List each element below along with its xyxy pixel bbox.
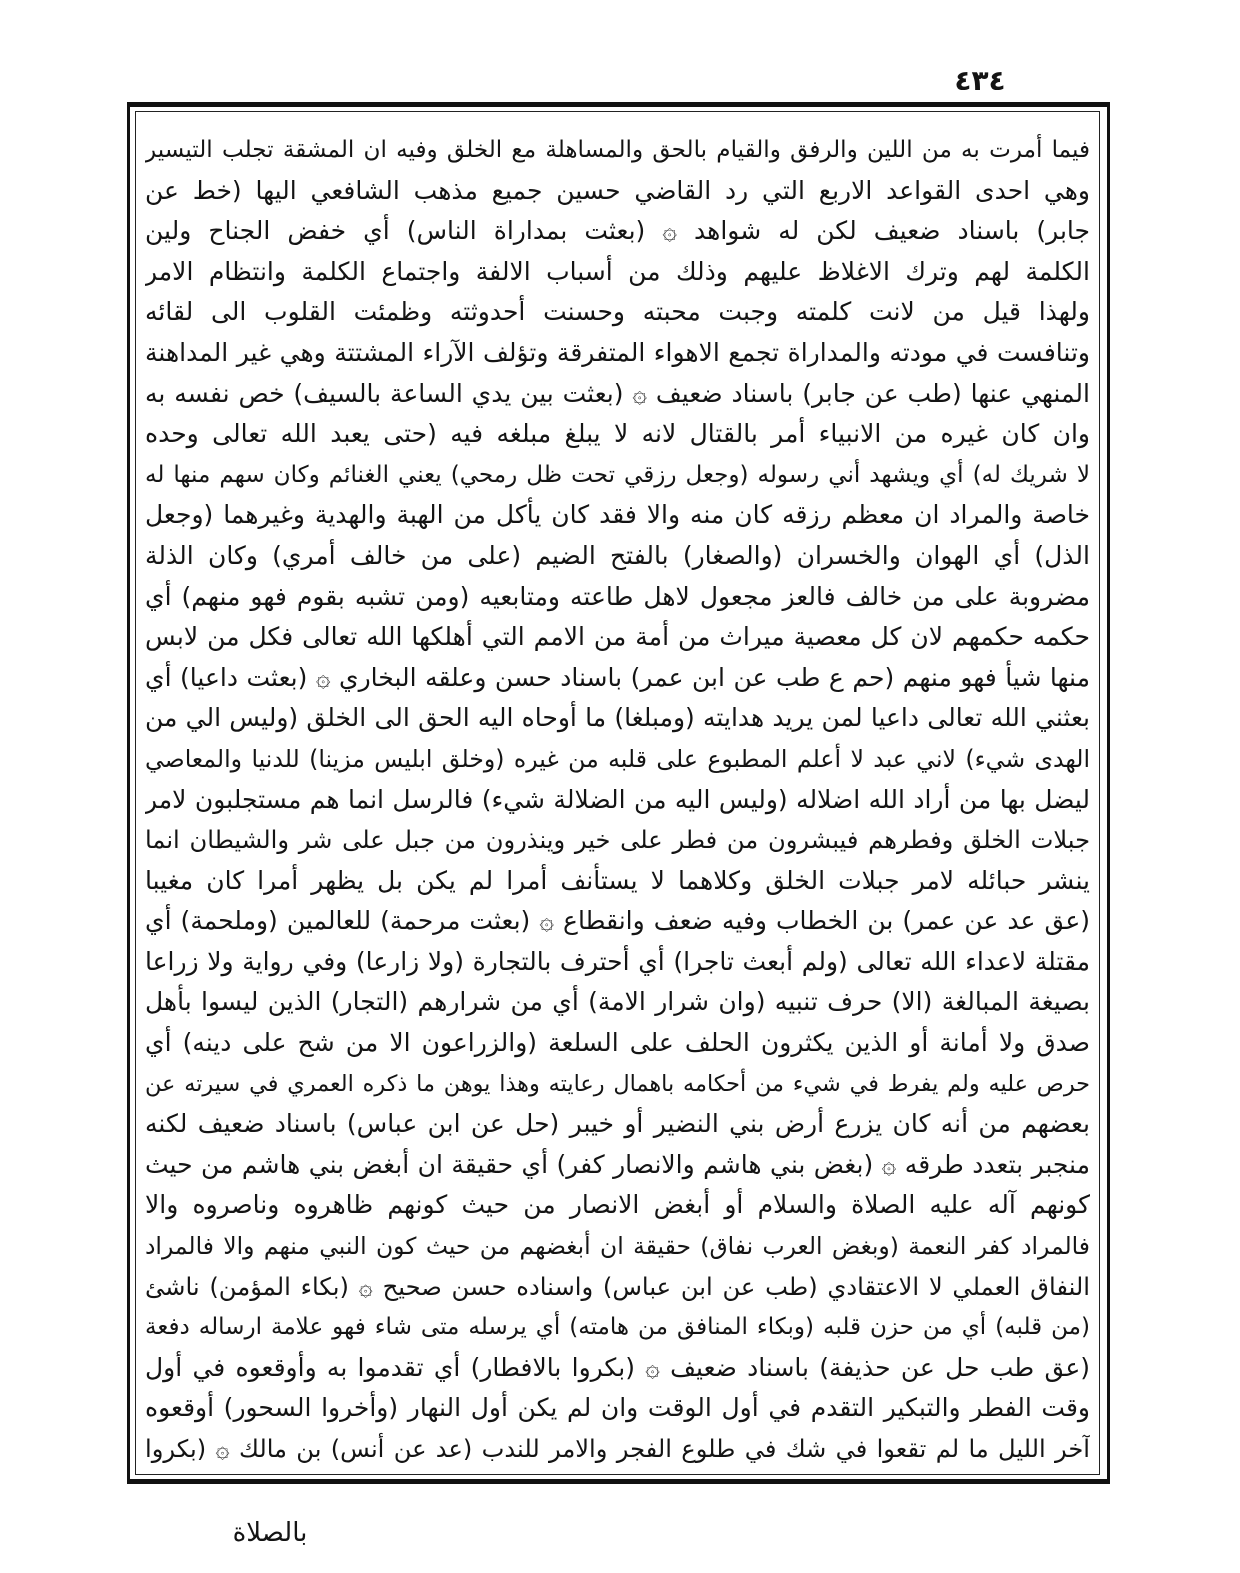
text-line: كونهم آله عليه الصلاة والسلام أو أبغض الانصار من حيث كونهم ظاهروه وناصروه والا: [145, 1190, 1090, 1220]
text-line: الذل) أي الهوان والخسران (والصغار) بالفتح الضيم (على من خالف أمري) وكان الذلة: [145, 540, 1090, 570]
text-line: ينشر حبائله لامر جبلات الخلق وكلاهما لا يستأنف أمرا لم يكن بل يظهر أمرا كان مغيبا: [145, 865, 1090, 895]
catchword: بالصلاة: [232, 1518, 308, 1548]
text-line: بصيغة المبالغة (الا) حرف تنبيه (وان شرار الامة) أي من شرارهم (التجار) الذين ليسوا بأهل: [145, 987, 1090, 1017]
text-line: بعضهم من أنه كان يزرع أرض بني النضير أو خيبر (حل عن ابن عباس) باسناد ضعيف لكنه: [145, 1109, 1090, 1139]
text-line: لا شريك له) أي ويشهد أني رسوله (وجعل رزقي تحت ظل رمحي) يعني الغنائم وكان سهم منها له: [145, 461, 1090, 488]
text-line: حكمه حكمهم لان كل معصية ميراث من أمة من الامم التي أهلكها الله تعالى فكل من لابس: [145, 622, 1090, 652]
page-number: ٤٣٤: [954, 64, 1006, 97]
text-line: مضروبة على من خالف فالعز مجعول لاهل طاعته ومتابعيه (ومن تشبه بقوم فهو منهم) أي: [145, 581, 1090, 611]
text-line: منها شيأ فهو منهم (حم ع طب عن ابن عمر) باسناد حسن وعلقه البخاري ۞ (بعثت داعيا) أي: [145, 662, 1090, 692]
text-line: حرص عليه ولم يفرط في شيء من أحكامه باهمال رعايته وهذا يوهن ما ذكره العمري في سيرته عن: [145, 1070, 1090, 1097]
text-line: وهي احدى القواعد الاربع التي رد القاضي حسين جميع مذهب الشافعي اليها (خط عن: [145, 175, 1090, 205]
text-line: مقتلة لاعداء الله تعالى (ولم أبعث تاجرا) أي أحترف بالتجارة (ولا زارعا) وفي رواية ولا زراعا: [145, 946, 1090, 976]
text-line: آخر الليل ما لم تقعوا في شك في طلوع الفجر والامر للندب (عد عن أنس) بن مالك ۞ (بكروا: [145, 1435, 1090, 1463]
text-line: جابر) باسناد ضعيف لكن له شواهد ۞ (بعثت بمداراة الناس) أي خفض الجناح ولين: [145, 216, 1090, 246]
text-line: (عق عد عن عمر) بن الخطاب وفيه ضعف وانقطاع ۞ (بعثت مرحمة) للعالمين (وملحمة) أي: [145, 906, 1090, 936]
text-block: [145, 130, 1090, 1470]
text-line: فيما أمرت به من اللين والرفق والقيام بالحق والمساهلة مع الخلق وفيه ان المشقة تجلب التيسير: [145, 137, 1090, 163]
text-line: النفاق العملي لا الاعتقادي (طب عن ابن عباس) واسناده حسن صحيح ۞ (بكاء المؤمن) ناشئ: [145, 1272, 1090, 1301]
text-line: (من قلبه) أي من حزن قلبه (وبكاء المنافق من هامته) أي يرسله متى شاء فهو علامة ارساله دفعة: [145, 1314, 1090, 1341]
text-line: ليضل بها من أراد الله اضلاله (وليس اليه من الضلالة شيء) فالرسل انما هم مستجلبون لامر: [145, 784, 1090, 814]
text-line: ولهذا قيل من لانت كلمته وجبت محبته وحسنت أحدوثته وظمئت القلوب الى لقائه: [145, 297, 1090, 327]
text-line: وتنافست في مودته والمداراة تجمع الاهواء المتفرقة وتؤلف الآراء المشتتة وهي غير المداهنة: [145, 337, 1090, 367]
text-line: وان كان غيره من الانبياء أمر بالقتال لانه لا يبلغ مبلغه فيه (حتى يعبد الله تعالى وحده: [145, 419, 1090, 449]
text-line: جبلات الخلق وفطرهم فيبشرون من فطر على خير وينذرون من جبل على شر والشيطان انما: [145, 826, 1090, 855]
text-line: فالمراد كفر النعمة (وبغض العرب نفاق) حقيقة ان أبغضهم من حيث كون النبي منهم والا فالمراد: [145, 1232, 1090, 1261]
text-line: الهدى شيء) لاني عبد لا أعلم المطبوع على قلبه من غيره (وخلق ابليس مزينا) للدنيا والمعاصي: [145, 744, 1090, 773]
text-line: المنهي عنها (طب عن جابر) باسناد ضعيف ۞ (بعثت بين يدي الساعة بالسيف) خص نفسه به: [145, 378, 1090, 408]
text-line: بعثني الله تعالى داعيا لمن يريد هدايته (ومبلغا) ما أوحاه اليه الحق الى الخلق (وليس الي من: [145, 703, 1090, 733]
text-line: وقت الفطر والتبكير التقدم في أول الوقت وان لم يكن أول النهار (وأخروا السحور) أوقعوه: [145, 1393, 1090, 1423]
text-line: منجبر بتعدد طرقه ۞ (بغض بني هاشم والانصار كفر) أي حقيقة ان أبغض بني هاشم من حيث: [145, 1149, 1090, 1179]
text-line: الكلمة لهم وترك الاغلاظ عليهم وذلك من أسباب الالفة واجتماع الكلمة وانتظام الامر: [145, 256, 1090, 286]
text-line: صدق ولا أمانة أو الذين يكثرون الحلف على السلعة (والزراعون الا من شح على دينه) أي: [145, 1028, 1090, 1058]
text-line: (عق طب حل عن حذيفة) باسناد ضعيف ۞ (بكروا بالافطار) أي تقدموا به وأوقعوه في أول: [145, 1352, 1090, 1382]
text-line: خاصة والمراد ان معظم رزقه كان منه والا فقد كان يأكل من الهبة والهدية وغيرهما (وجعل: [145, 500, 1090, 530]
